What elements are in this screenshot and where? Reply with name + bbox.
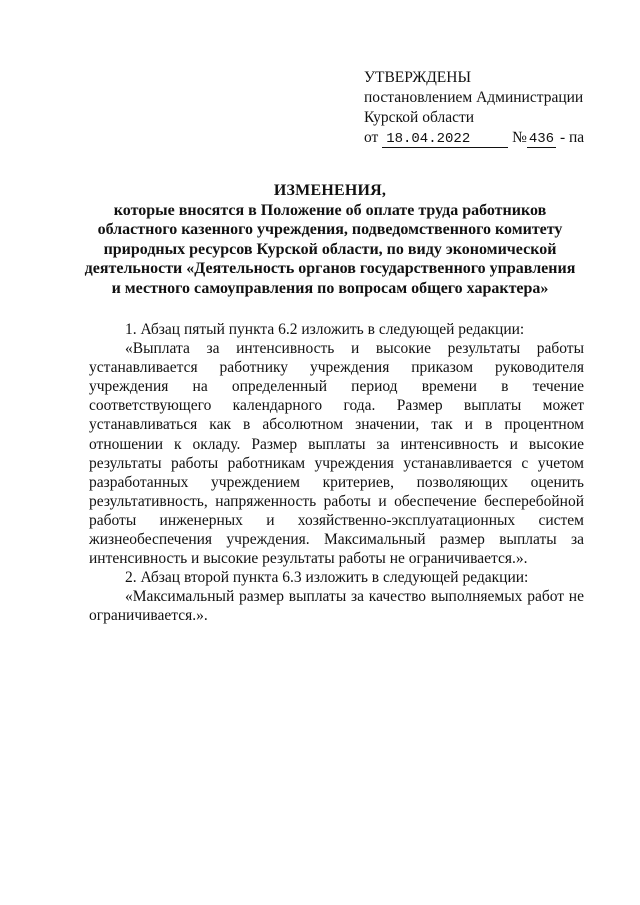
document-title-block (60, 181, 600, 299)
title-line-3: природных ресурсов Курской области, по виду экономической (103, 240, 557, 258)
date-underline (486, 133, 508, 148)
title-line-4: деятельности «Деятельность органов государственного управления (84, 260, 576, 278)
title-line-5: и местного самоуправления по вопросам общего характера» (111, 279, 549, 297)
item-2-heading: 2. Абзац второй пункта 6.3 изложить в следующей редакции: (125, 569, 529, 587)
document-heading: ИЗМЕНЕНИЯ, (273, 182, 387, 199)
document-body (89, 320, 584, 626)
approval-number: 436 (528, 131, 555, 147)
item-1-heading: 1. Абзац пятый пункта 6.2 изложить в следующей редакции: (125, 321, 525, 338)
number-suffix: - па (559, 129, 585, 146)
title-line-2: областного казенного учреждения, подведомственного комитету (97, 221, 563, 239)
title-line-1: которые вносятся в Положение об оплате труда работников (113, 201, 547, 219)
approval-date: 18.04.2022 (382, 131, 486, 148)
item-1-text: «Выплата за интенсивность и высокие результаты работы устанавливается работнику учреждения приказом руководителя учреждения на определенный период времени в течение соответствующего календарного года. Размер выплаты может устанавливаться как в абсолютном значении, так и в процентном отношении к окладу. Размер выплаты за интенсивность и высокие результаты работы работникам учреждения устанавливается с учетом разработанных учреждением критериев, позволяющих оценить результативность, напряженность работы и обеспечение бесперебойной работы инженерных и хозяйственно-эксплуатационных систем жизнеобеспечения учреждения. Максимальный размер выплаты за интенсивность и высокие результаты работы не ограничивается.». (89, 340, 584, 568)
approval-date-number-line (364, 128, 614, 148)
approval-issuer-line: постановлением Администрации (364, 89, 584, 106)
item-2-text: «Максимальный размер выплаты за качество выполняемых работ не ограничивается.». (89, 588, 584, 625)
approval-stamp-block (364, 68, 614, 148)
date-prefix: от (364, 129, 379, 146)
number-prefix: № (512, 129, 527, 146)
approval-region-line: Курской области (364, 109, 475, 126)
approval-title: УТВЕРЖДЕНЫ (364, 69, 471, 86)
